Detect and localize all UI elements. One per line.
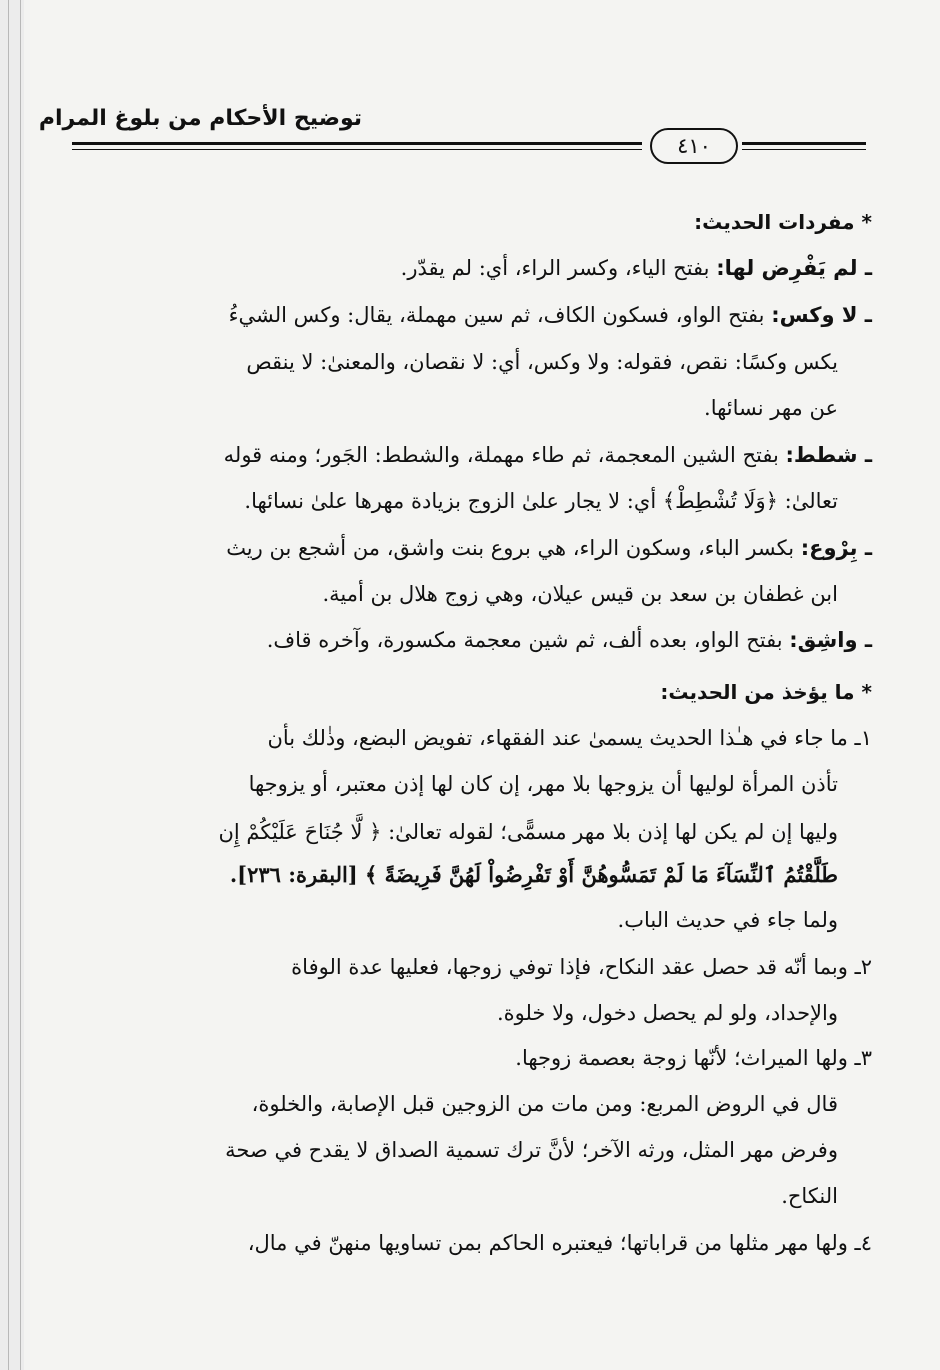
lesson-quote-line: النكاح. [781, 1184, 838, 1208]
book-page [24, 0, 940, 1370]
lesson-line: والإحداد، ولو لم يحصل دخول، ولا خلوة. [496, 1001, 838, 1025]
vocab-heading: * مفردات الحديث: [694, 210, 872, 234]
vocab-term: ـ لا وكس: [771, 303, 872, 327]
lesson-line: تأذن المرأة لوليها أن يزوجها بلا مهر، إن كان لها إذن معتبر، أو يزوجها [248, 772, 838, 796]
lesson-quote-line: قال في الروض المربع: ومن مات من الزوجين قبل الإصابة، والخلوة، [251, 1092, 838, 1116]
vocab-term: ـ لم يَفْرِض لها: [716, 256, 872, 280]
vocab-text: بفتح الياء، وكسر الراء، أي: لم يقدّر. [400, 256, 717, 280]
lesson-line: ١ـ ما جاء في هـٰذا الحديث يسمىٰ عند الفقهاء، تفويض البضع، وذٰلك بأن [267, 726, 872, 750]
vocab-text: بكسر الباء، وسكون الراء، هي بروع بنت واشق، من أشجع بن ريث [226, 536, 801, 560]
vocab-line [70, 582, 838, 606]
vocab-text: بفتح الواو، بعده ألف، ثم شين معجمة مكسورة، وآخره قاف. [266, 628, 790, 652]
vocab-text: يكس وكسًا: نقص، فقوله: ولا وكس، أي: لا نقصان، والمعنىٰ: لا ينقص [246, 350, 838, 374]
vocab-term: ـ واشِق: [789, 628, 872, 652]
lesson-line-quran: طَلَّقْتُمُ ٱلنِّسَآءَ مَا لَمْ تَمَسُّوهُنَّ أَوْ تَفْرِضُواْ لَهُنَّ فَرِيضَةً ﴾ [البقرة: ٢٣٦]. [229, 862, 838, 887]
running-header-title: توضيح الأحكام من بلوغ المرام [38, 106, 362, 131]
vocab-line [70, 350, 838, 374]
vocab-line [70, 396, 838, 420]
lesson-line: ٤ـ ولها مهر مثلها من قراباتها؛ فيعتبره الحاكم بمن تساويها منهنّ في مال، [247, 1231, 872, 1255]
vocab-term: ـ شطط: [785, 443, 872, 467]
header-rule-left-thin [72, 149, 642, 150]
vocab-term: ـ بِرْوع: [800, 536, 872, 560]
vocab-text: بفتح الواو، فسكون الكاف، ثم سين مهملة، يقال: وكس الشيءُ [228, 303, 772, 327]
vocab-line [70, 443, 872, 467]
vocab-line [70, 536, 872, 560]
lesson-line: وليها إن لم يكن لها إذن بلا مهر مسمًّى؛ لقوله تعالىٰ: ﴿ لَّا جُنَاحَ عَلَيْكُمْ إِن [218, 820, 838, 844]
binding-line [8, 0, 9, 1370]
header-rule-right-thin [742, 149, 866, 150]
page-number: ٤١٠ [650, 128, 738, 164]
vocab-line [70, 303, 872, 327]
vocab-text: عن مهر نسائها. [704, 396, 838, 420]
vocab-line [70, 489, 838, 513]
vocab-text: بفتح الشين المعجمة، ثم طاء مهملة، والشطط: الجَور؛ ومنه قوله [223, 443, 786, 467]
lesson-line: ٢ـ وبما أنّه قد حصل عقد النكاح، فإذا توفي زوجها، فعليها عدة الوفاة [291, 955, 872, 979]
binding-line [20, 0, 21, 1370]
lesson-line: ٣ـ ولها الميراث؛ لأنّها زوجة بعصمة زوجها. [515, 1046, 872, 1070]
lesson-line: ولما جاء في حديث الباب. [617, 908, 838, 932]
header-rule-right [742, 142, 866, 145]
vocab-text: ابن غطفان بن سعد بن قيس عيلان، وهي زوج هلال بن أمية. [322, 582, 838, 606]
header-rule-left [72, 142, 642, 145]
lessons-heading: * ما يؤخذ من الحديث: [660, 680, 872, 704]
vocab-line [70, 256, 872, 280]
vocab-text: تعالىٰ: ﴿وَلَا تُشْطِطْ﴾ أي: لا يجار علىٰ الزوج بزيادة مهرها علىٰ نسائها. [244, 489, 838, 513]
lesson-quote-line: وفرض مهر المثل، ورثه الآخر؛ لأنَّ ترك تسمية الصداق لا يقدح في صحة [225, 1138, 838, 1162]
vocab-line [70, 628, 872, 652]
